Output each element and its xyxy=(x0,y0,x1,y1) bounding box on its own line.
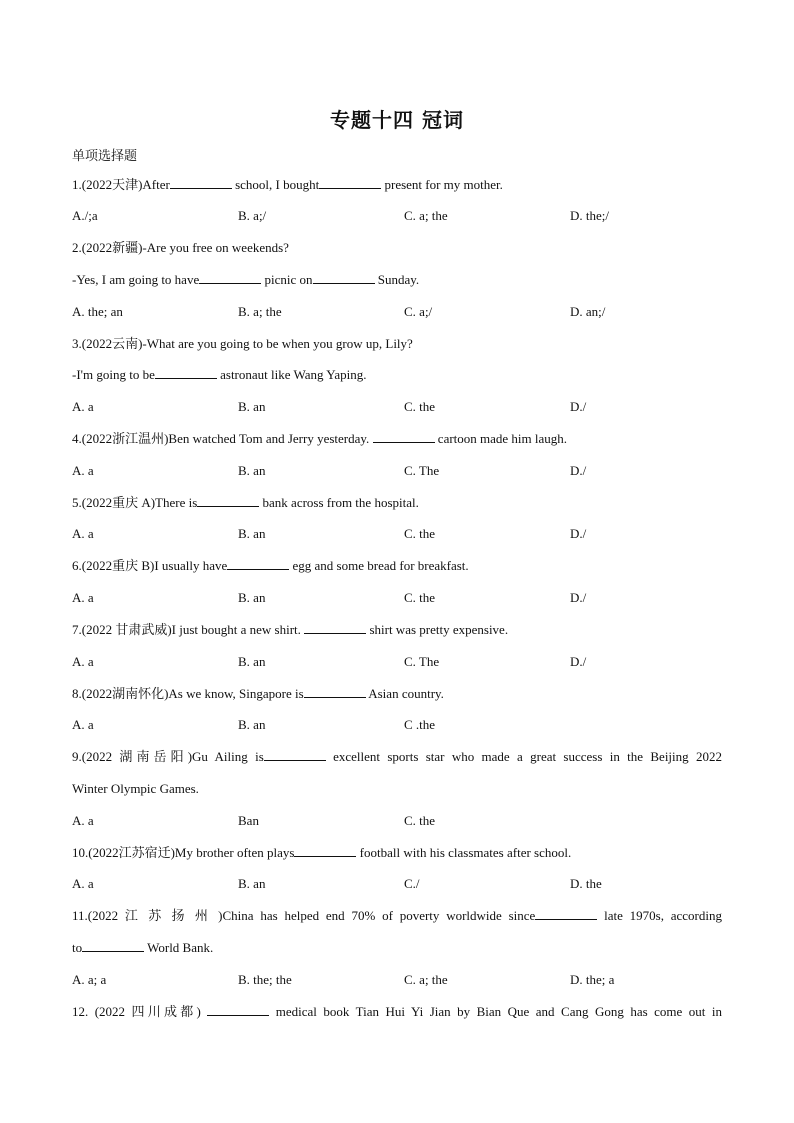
option-c[interactable]: C. a; the xyxy=(404,972,448,987)
option-a[interactable]: A. a xyxy=(72,876,94,891)
question-11-continued: to World Bank. xyxy=(72,940,214,955)
option-a[interactable]: A. a xyxy=(72,463,94,478)
answer-blank[interactable] xyxy=(304,622,366,634)
answer-blank[interactable] xyxy=(82,940,144,952)
option-b[interactable]: B. an xyxy=(238,717,266,732)
answer-blank[interactable] xyxy=(294,845,356,857)
option-d[interactable]: D. the;/ xyxy=(570,208,609,223)
option-a[interactable]: A. a xyxy=(72,813,94,828)
option-c[interactable]: C. a; the xyxy=(404,208,448,223)
option-b[interactable]: B. an xyxy=(238,526,266,541)
option-b[interactable]: B. an xyxy=(238,654,266,669)
question-2-reply: -Yes, I am going to have picnic on Sunday. xyxy=(72,272,420,287)
question-9: 9.(2022 湖南岳阳)Gu Ailing is excellent sports star who made a great success in the Beijing 2022 xyxy=(72,749,722,764)
question-11: 11.(2022 江 苏 扬 州 )China has helped end 70% of poverty worldwide since late 1970s, according xyxy=(72,908,722,923)
question-3: 3.(2022云南)-What are you going to be when you grow up, Lily? xyxy=(72,336,413,351)
option-c[interactable]: C. the xyxy=(404,526,436,541)
question-5: 5.(2022重庆 A)There is bank across from the hospital. xyxy=(72,495,419,510)
question-4: 4.(2022浙江温州)Ben watched Tom and Jerry yesterday. cartoon made him laugh. xyxy=(72,431,568,446)
option-d[interactable]: D./ xyxy=(570,526,587,541)
option-a[interactable]: A./;a xyxy=(72,208,98,223)
option-b[interactable]: B. an xyxy=(238,876,266,891)
section-heading: 单项选择题 xyxy=(72,149,138,164)
answer-blank[interactable] xyxy=(155,367,217,379)
option-c[interactable]: C. the xyxy=(404,813,436,828)
option-b[interactable]: B. an xyxy=(238,463,266,478)
answer-blank[interactable] xyxy=(319,177,381,189)
answer-blank[interactable] xyxy=(535,908,597,920)
option-d[interactable]: D. an;/ xyxy=(570,304,606,319)
option-d[interactable]: D./ xyxy=(570,463,587,478)
option-d[interactable]: D./ xyxy=(570,590,587,605)
option-a[interactable]: A. a xyxy=(72,590,94,605)
question-10: 10.(2022江苏宿迁)My brother often plays football with his classmates after school. xyxy=(72,845,572,860)
answer-blank[interactable] xyxy=(207,1004,269,1016)
question-7: 7.(2022 甘肃武威)I just bought a new shirt. shirt was pretty expensive. xyxy=(72,622,509,637)
option-b[interactable]: B. a;/ xyxy=(238,208,267,223)
option-b[interactable]: B. the; the xyxy=(238,972,292,987)
answer-blank[interactable] xyxy=(304,686,366,698)
option-a[interactable]: A. a; a xyxy=(72,972,107,987)
option-c[interactable]: C .the xyxy=(404,717,436,732)
question-8: 8.(2022湖南怀化)As we know, Singapore is Asian country. xyxy=(72,686,444,701)
option-a[interactable]: A. a xyxy=(72,526,94,541)
question-6: 6.(2022重庆 B)I usually have egg and some bread for breakfast. xyxy=(72,558,469,573)
option-a[interactable]: A. a xyxy=(72,399,94,414)
option-c[interactable]: C. a;/ xyxy=(404,304,433,319)
option-b[interactable]: Ban xyxy=(238,813,259,828)
question-9-continued: Winter Olympic Games. xyxy=(72,781,199,796)
option-c[interactable]: C. the xyxy=(404,590,436,605)
option-d[interactable]: D./ xyxy=(570,654,587,669)
option-b[interactable]: B. a; the xyxy=(238,304,282,319)
page-title: 专题十四 冠词 xyxy=(330,108,464,132)
option-d[interactable]: D. the; a xyxy=(570,972,615,987)
option-a[interactable]: A. a xyxy=(72,717,94,732)
option-d[interactable]: D. the xyxy=(570,876,602,891)
option-a[interactable]: A. the; an xyxy=(72,304,123,319)
answer-blank[interactable] xyxy=(197,495,259,507)
question-12: 12. (2022 四川成都) medical book Tian Hui Yi Jian by Bian Que and Cang Gong has come out in xyxy=(72,1004,722,1019)
option-c[interactable]: C. The xyxy=(404,654,440,669)
answer-blank[interactable] xyxy=(264,749,326,761)
option-b[interactable]: B. an xyxy=(238,399,266,414)
option-c[interactable]: C. The xyxy=(404,463,440,478)
option-c[interactable]: C./ xyxy=(404,876,420,891)
answer-blank[interactable] xyxy=(373,431,435,443)
option-b[interactable]: B. an xyxy=(238,590,266,605)
option-a[interactable]: A. a xyxy=(72,654,94,669)
option-c[interactable]: C. the xyxy=(404,399,436,414)
question-3-reply: -I'm going to be astronaut like Wang Yaping. xyxy=(72,367,367,382)
option-d[interactable]: D./ xyxy=(570,399,587,414)
answer-blank[interactable] xyxy=(199,272,261,284)
answer-blank[interactable] xyxy=(170,177,232,189)
question-2: 2.(2022新疆)-Are you free on weekends? xyxy=(72,240,289,255)
answer-blank[interactable] xyxy=(313,272,375,284)
question-1: 1.(2022天津)After school, I bought present for my mother. xyxy=(72,177,503,192)
answer-blank[interactable] xyxy=(227,558,289,570)
